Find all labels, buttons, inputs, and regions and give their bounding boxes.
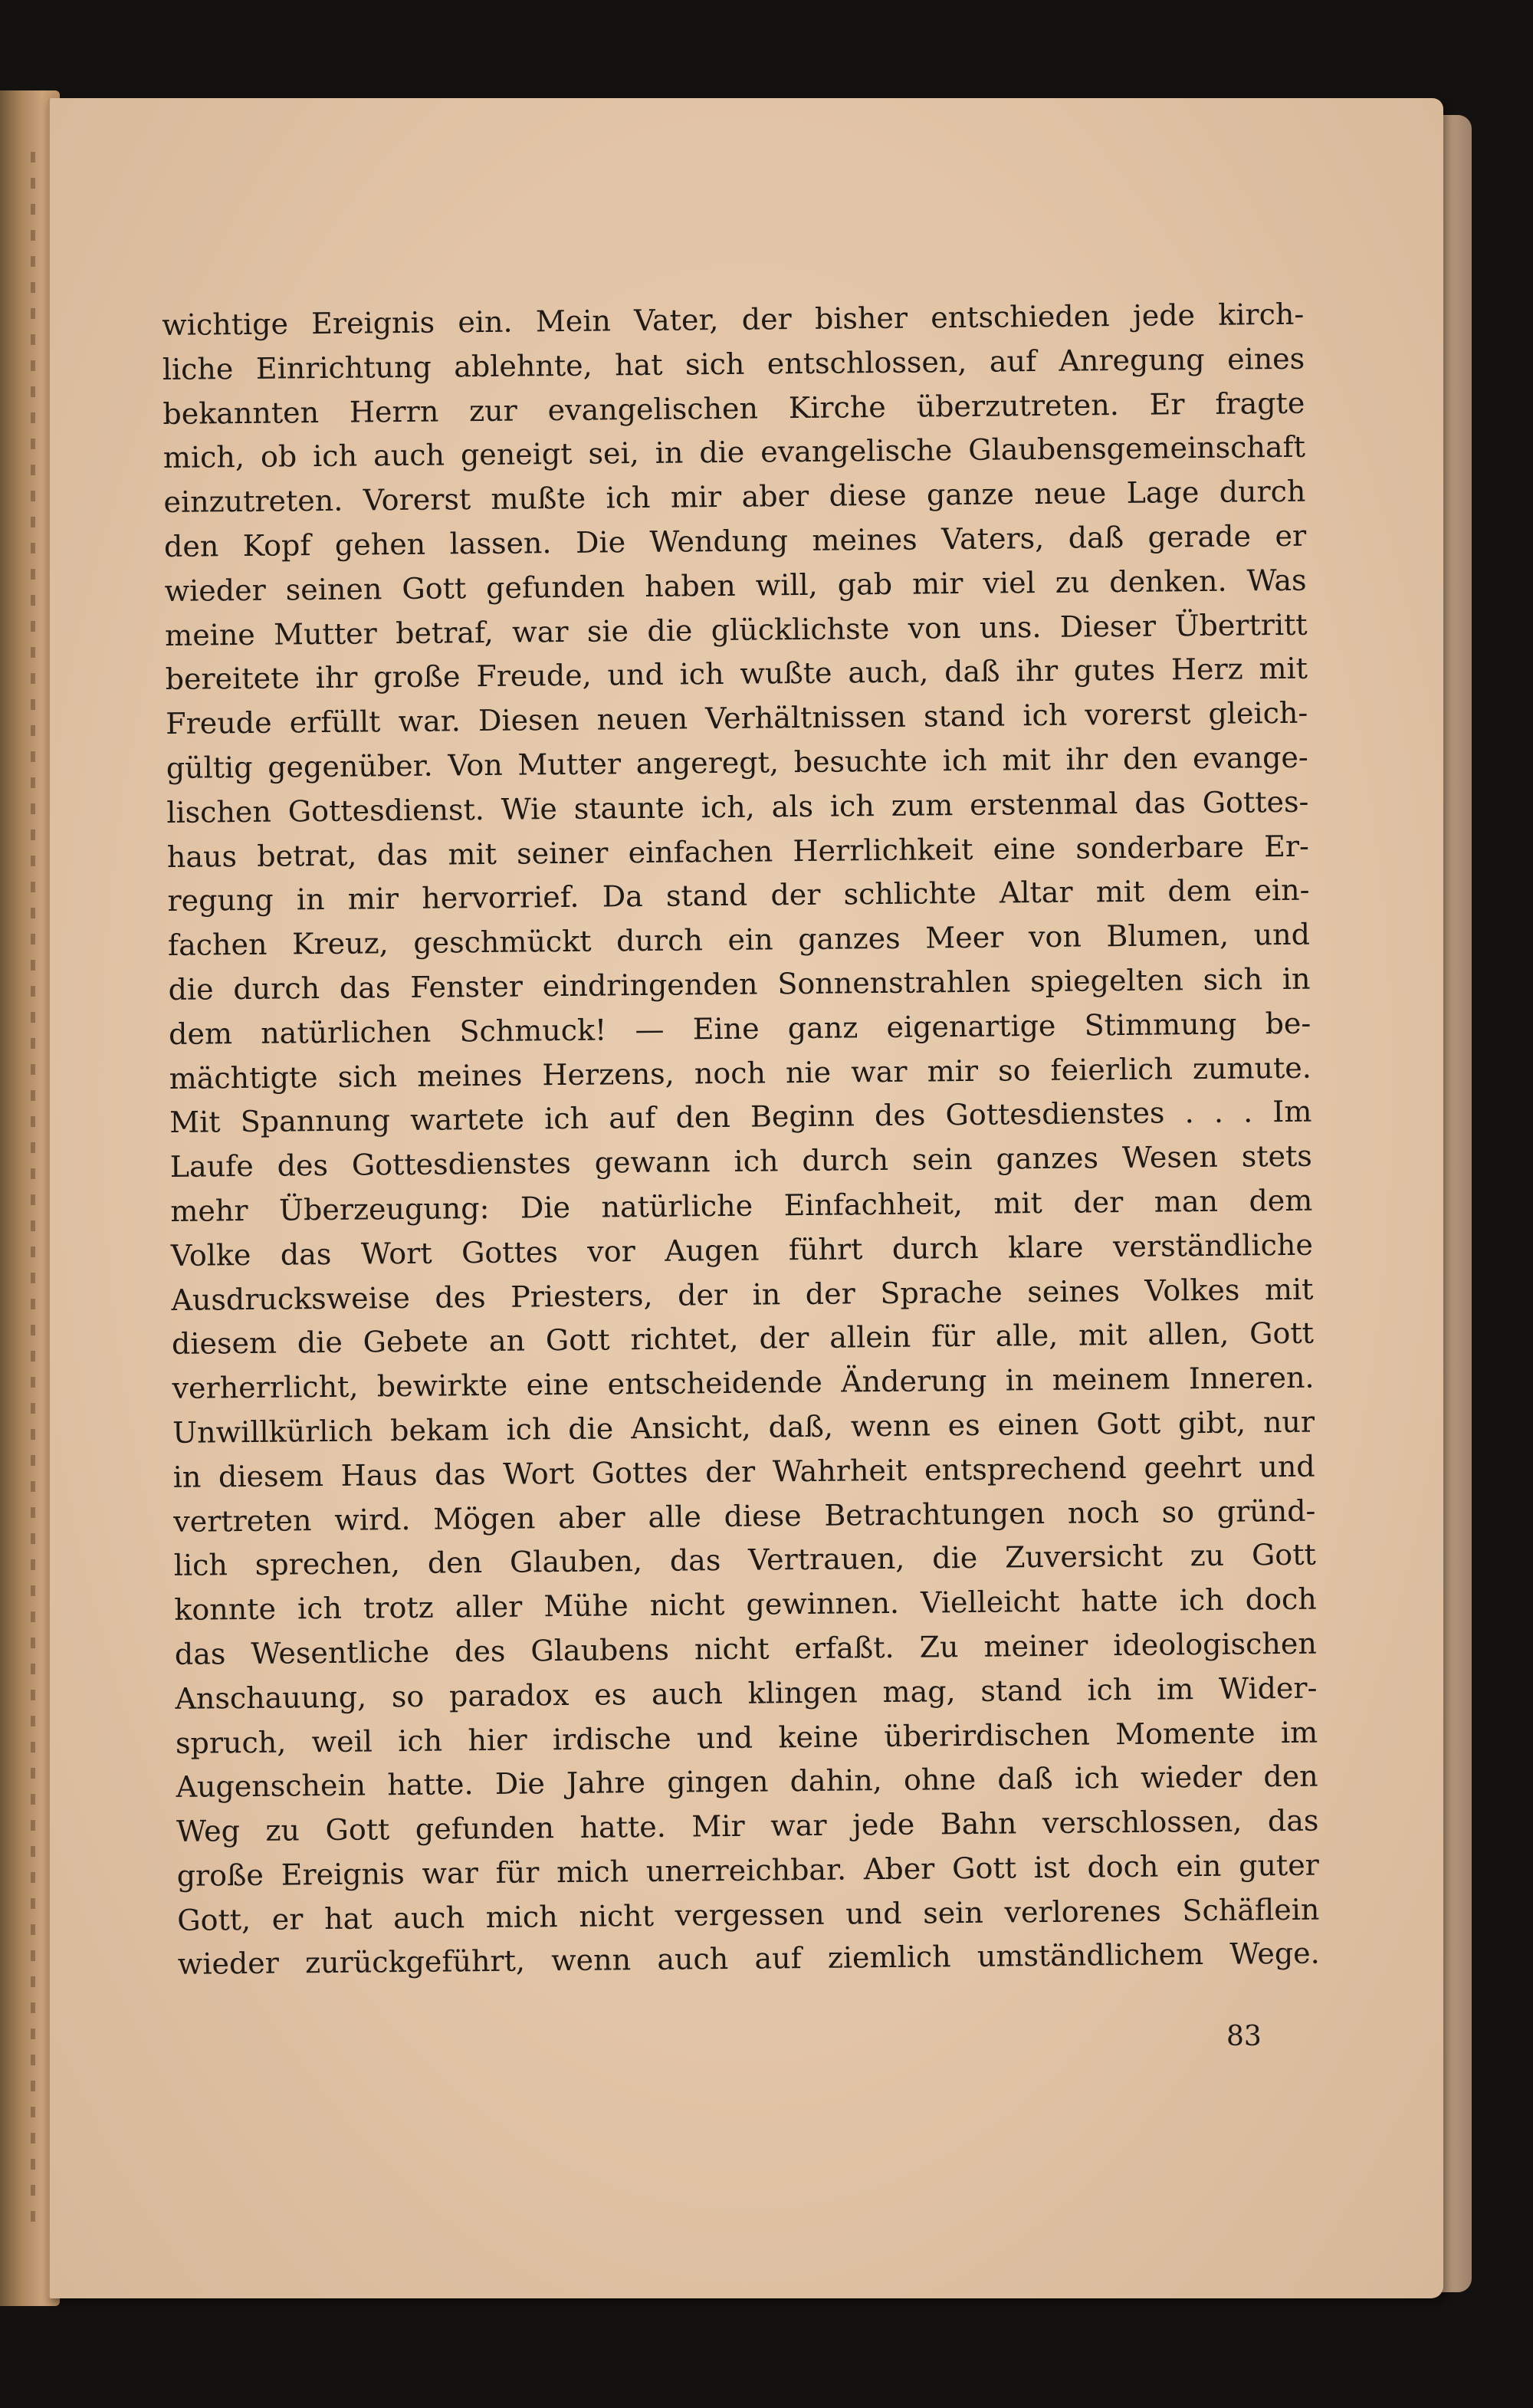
text-line: die durch das Fenster eindringenden Sonnenstrahlen spiegelten sich in bbox=[168, 961, 1311, 1007]
text-line: vertreten wird. Mögen aber alle diese Betrachtungen noch so gründ- bbox=[173, 1493, 1316, 1539]
text-line: Mit Spannung wartete ich auf den Beginn des Gottesdienstes . . . Im bbox=[169, 1094, 1312, 1140]
text-line: bereitete ihr große Freude, und ich wußte auch, daß ihr gutes Herz mit bbox=[165, 652, 1308, 697]
text-line: mehr Überzeugung: Die natürliche Einfachheit, mit der man dem bbox=[170, 1183, 1313, 1228]
text-line: Volke das Wort Gottes vor Augen führt durch klare verständliche bbox=[170, 1227, 1314, 1273]
body-text bbox=[162, 293, 1320, 1987]
text-line: fachen Kreuz, geschmückt durch ein ganzes Meer von Blumen, und bbox=[167, 917, 1311, 963]
text-line: regung in mir hervorrief. Da stand der schlichte Altar mit dem ein- bbox=[167, 873, 1310, 918]
text-line: den Kopf gehen lassen. Die Wendung meines Vaters, daß gerade er bbox=[163, 518, 1307, 563]
text-line: Ausdrucksweise des Priesters, der in der Sprache seines Volkes mit bbox=[171, 1272, 1314, 1317]
text-line: diesem die Gebete an Gott richtet, der allein für alle, mit allen, Gott bbox=[171, 1316, 1315, 1362]
text-line: wieder seinen Gott gefunden haben will, gab mir viel zu denken. Was bbox=[164, 563, 1307, 608]
text-line: spruch, weil ich hier irdische und keine überirdischen Momente im bbox=[175, 1715, 1318, 1760]
text-line: das Wesentliche des Glaubens nicht erfaßt. Zu meiner ideologischen bbox=[174, 1626, 1318, 1671]
text-line: Laufe des Gottesdienstes gewann ich durch sein ganzes Wesen stets bbox=[169, 1138, 1312, 1184]
text-line: haus betrat, das mit seiner einfachen Herrlichkeit eine sonderbare Er- bbox=[166, 829, 1310, 874]
book-page bbox=[48, 98, 1443, 2298]
text-line: einzutreten. Vorerst mußte ich mir aber diese ganze neue Lage durch bbox=[163, 474, 1306, 520]
text-line: lich sprechen, den Glauben, das Vertrauen, die Zuversicht zu Gott bbox=[173, 1537, 1316, 1583]
text-line: bekannten Herrn zur evangelischen Kirche überzutreten. Er fragte bbox=[162, 386, 1305, 431]
text-line: Weg zu Gott gefunden hatte. Mir war jede Bahn verschlossen, das bbox=[176, 1803, 1319, 1849]
text-line: dem natürlichen Schmuck! — Eine ganz eigenartige Stimmung be- bbox=[168, 1006, 1311, 1051]
page-number: 83 bbox=[1226, 2021, 1262, 2052]
text-line: große Ereignis war für mich unerreichbar. Aber Gott ist doch ein guter bbox=[176, 1848, 1320, 1893]
text-line: Gott, er hat auch mich nicht vergessen und sein verlorenes Schäflein bbox=[177, 1892, 1320, 1937]
text-line: Freude erfüllt war. Diesen neuen Verhältnissen stand ich vorerst gleich- bbox=[166, 695, 1308, 741]
text-line: konnte ich trotz aller Mühe nicht gewinnen. Vielleicht hatte ich doch bbox=[174, 1582, 1317, 1628]
text-line: liche Einrichtung ablehnte, hat sich entschlossen, auf Anregung eines bbox=[162, 341, 1305, 386]
text-line: mächtigte sich meines Herzens, noch nie war mir so feierlich zumute. bbox=[169, 1050, 1312, 1096]
text-line: verherrlicht, bewirkte eine entscheidende Änderung in meinem Inneren. bbox=[172, 1360, 1315, 1406]
text-line: lischen Gottesdienst. Wie staunte ich, als ich zum erstenmal das Gottes- bbox=[166, 784, 1309, 829]
text-line: Augenschein hatte. Die Jahre gingen dahin, ohne daß ich wieder den bbox=[176, 1759, 1318, 1805]
text-line: Anschauung, so paradox es auch klingen mag, stand ich im Wider- bbox=[175, 1670, 1318, 1716]
text-line: meine Mutter betraf, war sie die glücklichste von uns. Dieser Übertritt bbox=[164, 607, 1308, 652]
text-line: wieder zurückgeführt, wenn auch auf ziemlich umständlichem Wege. bbox=[177, 1937, 1320, 1982]
text-line: gültig gegenüber. Von Mutter angeregt, besuchte ich mit ihr den evange- bbox=[166, 740, 1308, 785]
text-line: mich, ob ich auch geneigt sei, in die evangelische Glaubensgemeinschaft bbox=[162, 430, 1306, 475]
text-line: Unwillkürlich bekam ich die Ansicht, daß, wenn es einen Gott gibt, nur bbox=[172, 1404, 1315, 1450]
text-line: wichtige Ereignis ein. Mein Vater, der bisher entschieden jede kirch- bbox=[162, 297, 1305, 342]
text-line: in diesem Haus das Wort Gottes der Wahrheit entsprechend geehrt und bbox=[172, 1449, 1315, 1494]
